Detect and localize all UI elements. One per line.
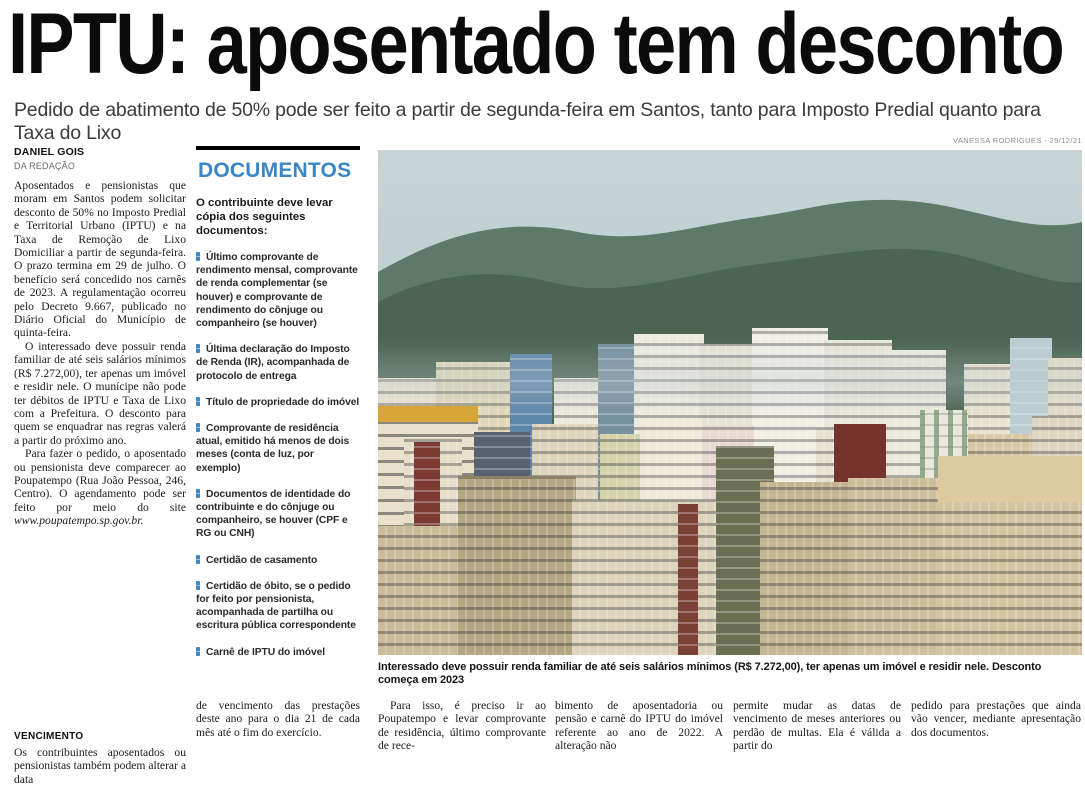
website-url-text: www.poupatempo.sp.gov.br.: [14, 514, 144, 528]
article-continuation-col3: Para isso, é preciso ir ao Poupatempo e levar comprovante de residência, último comprovante de rece-: [378, 699, 546, 753]
bullet-square-icon: [196, 647, 200, 656]
vencimento-text-col2: de vencimento das prestações deste ano para o dia 21 de cada mês até o fim do exercício.: [196, 699, 360, 739]
article-paragraph: Aposentados e pensionistas que moram em Santos podem solicitar desconto de 50% no Imposto Predial e Territorial Urbano (IPTU) e na Taxa de Remoção de Lixo Domiciliar a partir de segunda-feira. O prazo termina em 29 de julho. O benefício será concedido nos carnês de 2023. A regulamentação ocorreu pelo Decreto 9.667, publicado no Diário Oficial do Município de quinta-feira.: [14, 179, 186, 340]
byline-role: DA REDAÇÃO: [14, 161, 76, 171]
document-item-text: Certidão de casamento: [206, 554, 318, 566]
document-item: [196, 422, 360, 475]
building-shape: [936, 502, 1082, 655]
bullet-square-icon: [196, 555, 200, 564]
article-paragraph-text: Para fazer o pedido, o aposentado ou pensionista deve comparecer ao Poupatempo (Rua João Pessoa, 246, Centro). O agendamento pode ser feito por meio do site: [14, 447, 186, 514]
photo-caption: Interessado deve possuir renda familiar de até seis salários mínimos (R$ 7.272,00), ter apenas um imóvel e residir nele. Desconto começa em 2023: [378, 661, 1042, 686]
article-body: [14, 179, 186, 528]
article-paragraph: O interessado deve possuir renda familiar de até seis salários mínimos (R$ 7.272,00), ter apenas um imóvel e residir nele. O munícipe não pode ter débitos de IPTU e Taxa de Lixo com a Prefeitura. O desconto para quem se enquadrar nas regras valerá a partir do próximo ano.: [14, 339, 186, 447]
building-shape: [458, 476, 576, 655]
documentos-list: [196, 251, 360, 659]
article-column: [14, 146, 186, 528]
atmospheric-haze: [378, 338, 1082, 418]
document-item: [196, 554, 360, 567]
vencimento-text-col1: Os contribuintes aposentados ou pensionistas também podem alterar a data: [14, 746, 186, 786]
vencimento-heading: VENCIMENTO: [14, 731, 84, 742]
byline-author: DANIEL GOIS: [14, 146, 85, 158]
document-item: [196, 488, 360, 541]
page-subheadline: Pedido de abatimento de 50% pode ser feito a partir de segunda-feira em Santos, tanto para Imposto Predial quanto para Taxa do Lixo: [14, 99, 1041, 144]
article-continuation-col5: permite mudar as datas de vencimento de meses anteriores ou perdão de multas. Ela é válida a partir do: [733, 699, 901, 753]
photo-credit: VANESSA RODRIGUES - 29/12/21: [952, 136, 1082, 145]
document-item-text: Título de propriedade do imóvel: [206, 396, 360, 408]
city-photo: [378, 150, 1082, 655]
bullet-square-icon: [196, 252, 200, 261]
building-stripe-shape: [678, 504, 698, 655]
documentos-intro: O contribuinte deve levar cópia dos seguintes documentos:: [196, 197, 333, 237]
documentos-box: [196, 146, 360, 659]
building-roofband-shape: [378, 406, 478, 422]
document-item-text: Carnê de IPTU do imóvel: [206, 646, 326, 658]
building-shape: [760, 482, 856, 655]
article-paragraph: [14, 447, 186, 527]
document-item-text: Última declaração do Imposto de Renda (IR), acompanhada de protocolo de entrega: [196, 344, 350, 382]
article-continuation-col6: pedido para prestações que ainda vão vencer, mediante apresentação dos documentos.: [911, 699, 1081, 739]
page-headline: IPTU: aposentado tem desconto: [8, 0, 1064, 92]
document-item: [196, 396, 360, 409]
document-item-text: Último comprovante de rendimento mensal, comprovante de renda complementar (se houver) e comprovante de rendimento do cônjuge ou companheiro (se houver): [196, 252, 358, 330]
document-item-text: Comprovante de residência atual, emitido há menos de dois meses (conta de luz, por exemplo): [196, 423, 350, 474]
document-item-text: Certidão de óbito, se o pedido for feito por pensionista, acompanhada de partilha ou escritura pública correspondente: [196, 580, 356, 632]
bullet-square-icon: [196, 344, 200, 353]
article-continuation-col4: bimento de aposentadoria ou pensão e carnê do IPTU do imóvel referente ao ano de 2022. A alteração não: [555, 699, 723, 753]
document-item: [196, 580, 360, 633]
document-item: [196, 343, 360, 383]
vencimento-section: [14, 731, 186, 786]
document-item: [196, 251, 360, 330]
document-item: [196, 646, 360, 659]
documentos-title: DOCUMENTOS: [198, 159, 352, 182]
bullet-square-icon: [196, 581, 200, 590]
document-item-text: Documentos de identidade do contribuinte e do cônjuge ou companheiro, se houver (CPF e RG ou CNH): [196, 488, 351, 540]
section-rule: [196, 146, 360, 150]
building-shape: [938, 456, 1082, 506]
bullet-square-icon: [196, 489, 200, 498]
bullet-square-icon: [196, 397, 200, 406]
bullet-square-icon: [196, 423, 200, 432]
